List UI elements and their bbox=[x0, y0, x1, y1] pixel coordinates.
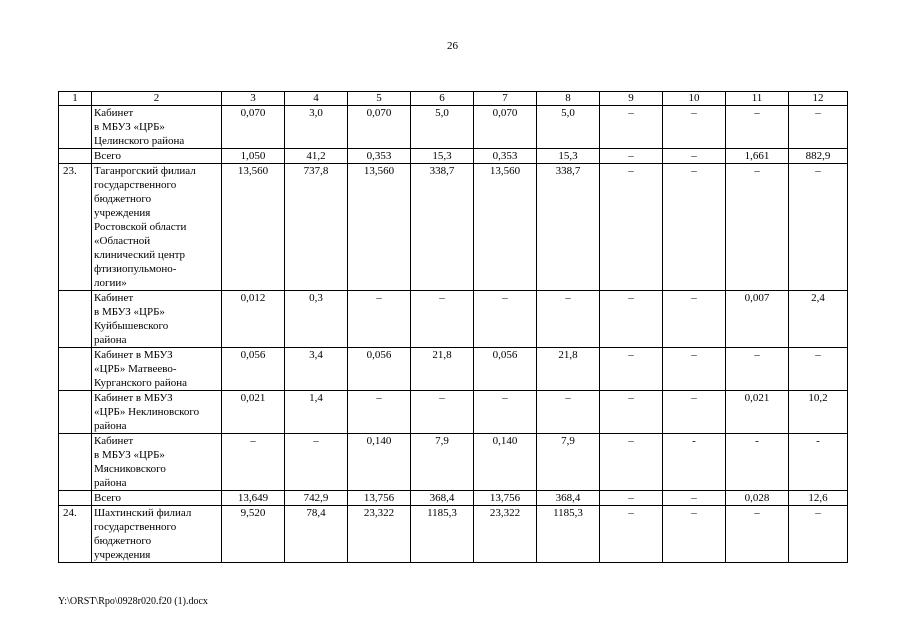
value-cell: – bbox=[663, 391, 726, 434]
table-row bbox=[59, 149, 848, 164]
header-cell: 3 bbox=[222, 92, 285, 106]
value-cell: 5,0 bbox=[537, 106, 600, 149]
name-line: «ЦРБ» Матвеево- bbox=[94, 363, 177, 375]
value-cell: 0,021 bbox=[222, 391, 285, 434]
value-cell: – bbox=[600, 149, 663, 164]
value-cell: 12,6 bbox=[789, 491, 848, 506]
name-line: Кабинет в МБУЗ bbox=[94, 349, 173, 361]
value-cell: – bbox=[348, 391, 411, 434]
value-cell: 0,012 bbox=[222, 291, 285, 348]
institution-name-cell bbox=[92, 291, 222, 348]
value-cell: 21,8 bbox=[537, 348, 600, 391]
page-number: 26 bbox=[447, 40, 458, 52]
value-cell: 1185,3 bbox=[537, 506, 600, 563]
value-cell: 23,322 bbox=[348, 506, 411, 563]
value-cell: 5,0 bbox=[411, 106, 474, 149]
value-cell: 13,756 bbox=[348, 491, 411, 506]
table-row bbox=[59, 291, 848, 348]
value-cell: – bbox=[222, 434, 285, 491]
value-cell: 1,050 bbox=[222, 149, 285, 164]
table-header bbox=[59, 92, 848, 106]
value-cell: 882,9 bbox=[789, 149, 848, 164]
header-row bbox=[59, 92, 848, 106]
institution-name-cell bbox=[92, 348, 222, 391]
value-cell: 0,028 bbox=[726, 491, 789, 506]
name-line: Шахтинский филиал bbox=[94, 507, 192, 519]
value-cell: 15,3 bbox=[537, 149, 600, 164]
row-number-cell bbox=[59, 291, 92, 348]
value-cell: - bbox=[663, 434, 726, 491]
value-cell: 7,9 bbox=[411, 434, 474, 491]
value-cell: 7,9 bbox=[537, 434, 600, 491]
table-row bbox=[59, 506, 848, 563]
value-cell: – bbox=[789, 164, 848, 291]
value-cell: – bbox=[663, 506, 726, 563]
name-line: Ростовской области bbox=[94, 221, 187, 233]
table-row bbox=[59, 164, 848, 291]
name-line: Целинского района bbox=[94, 135, 185, 147]
value-cell: - bbox=[726, 434, 789, 491]
value-cell: – bbox=[537, 391, 600, 434]
value-cell: 0,070 bbox=[222, 106, 285, 149]
name-line: «Областной bbox=[94, 235, 151, 247]
row-number-cell bbox=[59, 491, 92, 506]
name-line: Кабинет в МБУЗ bbox=[94, 392, 173, 404]
name-line: в МБУЗ «ЦРБ» bbox=[94, 449, 165, 461]
value-cell: – bbox=[600, 506, 663, 563]
value-cell: – bbox=[348, 291, 411, 348]
value-cell: 21,8 bbox=[411, 348, 474, 391]
institution-name-cell bbox=[92, 149, 222, 164]
value-cell: – bbox=[726, 164, 789, 291]
value-cell: – bbox=[411, 391, 474, 434]
name-line: Таганрогский филиал bbox=[94, 165, 196, 177]
value-cell: 9,520 bbox=[222, 506, 285, 563]
name-line: бюджетного bbox=[94, 535, 152, 547]
name-line: Кабинет bbox=[94, 107, 134, 119]
header-cell: 11 bbox=[726, 92, 789, 106]
value-cell: 0,140 bbox=[348, 434, 411, 491]
name-line: района bbox=[94, 477, 127, 489]
value-cell: 0,056 bbox=[348, 348, 411, 391]
value-cell: – bbox=[663, 149, 726, 164]
value-cell: – bbox=[600, 348, 663, 391]
name-line: в МБУЗ «ЦРБ» bbox=[94, 306, 165, 318]
value-cell: – bbox=[285, 434, 348, 491]
name-line: государственного bbox=[94, 179, 177, 191]
value-cell: – bbox=[537, 291, 600, 348]
value-cell: 2,4 bbox=[789, 291, 848, 348]
name-line: учреждения bbox=[94, 207, 151, 219]
value-cell: – bbox=[600, 491, 663, 506]
value-cell: 0,353 bbox=[474, 149, 537, 164]
value-cell: – bbox=[600, 391, 663, 434]
table-row bbox=[59, 434, 848, 491]
name-line: учреждения bbox=[94, 549, 151, 561]
value-cell: – bbox=[726, 348, 789, 391]
value-cell: – bbox=[789, 106, 848, 149]
institution-name-cell bbox=[92, 164, 222, 291]
value-cell: 742,9 bbox=[285, 491, 348, 506]
value-cell: – bbox=[600, 434, 663, 491]
value-cell: – bbox=[789, 348, 848, 391]
value-cell: 13,560 bbox=[222, 164, 285, 291]
name-line: клинический центр bbox=[94, 249, 186, 261]
value-cell: - bbox=[789, 434, 848, 491]
header-cell: 9 bbox=[600, 92, 663, 106]
value-cell: – bbox=[789, 506, 848, 563]
name-line: Кабинет bbox=[94, 292, 134, 304]
value-cell: 0,070 bbox=[348, 106, 411, 149]
name-line: государственного bbox=[94, 521, 177, 533]
name-line: Курганского района bbox=[94, 377, 187, 389]
name-line: «ЦРБ» Неклиновского bbox=[94, 406, 200, 418]
name-line: фтизиопульмоно- bbox=[94, 263, 177, 275]
institution-name-cell bbox=[92, 491, 222, 506]
value-cell: 23,322 bbox=[474, 506, 537, 563]
name-line: бюджетного bbox=[94, 193, 152, 205]
row-number-cell bbox=[59, 434, 92, 491]
header-cell: 7 bbox=[474, 92, 537, 106]
value-cell: – bbox=[663, 491, 726, 506]
value-cell: – bbox=[663, 291, 726, 348]
value-cell: 0,140 bbox=[474, 434, 537, 491]
row-number-cell bbox=[59, 391, 92, 434]
value-cell: 0,070 bbox=[474, 106, 537, 149]
value-cell: 0,3 bbox=[285, 291, 348, 348]
value-cell: 0,056 bbox=[222, 348, 285, 391]
value-cell: 737,8 bbox=[285, 164, 348, 291]
value-cell: 13,756 bbox=[474, 491, 537, 506]
value-cell: – bbox=[600, 106, 663, 149]
institution-name-cell bbox=[92, 391, 222, 434]
row-number-cell bbox=[59, 149, 92, 164]
institution-name-cell bbox=[92, 506, 222, 563]
value-cell: – bbox=[600, 164, 663, 291]
header-cell: 2 bbox=[92, 92, 222, 106]
value-cell: 41,2 bbox=[285, 149, 348, 164]
data-table bbox=[58, 91, 848, 563]
name-line: Мясниковского bbox=[94, 463, 166, 475]
value-cell: – bbox=[411, 291, 474, 348]
header-cell: 1 bbox=[59, 92, 92, 106]
value-cell: 3,0 bbox=[285, 106, 348, 149]
value-cell: – bbox=[663, 106, 726, 149]
value-cell: – bbox=[726, 106, 789, 149]
row-number-cell bbox=[59, 348, 92, 391]
header-cell: 12 bbox=[789, 92, 848, 106]
name-line: района bbox=[94, 420, 127, 432]
value-cell: 10,2 bbox=[789, 391, 848, 434]
name-line: логии» bbox=[94, 277, 127, 289]
value-cell: 1,4 bbox=[285, 391, 348, 434]
header-cell: 4 bbox=[285, 92, 348, 106]
row-number-cell: 23. bbox=[59, 164, 92, 291]
value-cell: 1,661 bbox=[726, 149, 789, 164]
value-cell: 338,7 bbox=[537, 164, 600, 291]
file-path-footer: Y:\ORST\Rpo\0928r020.f20 (1).docx bbox=[58, 596, 208, 607]
value-cell: 338,7 bbox=[411, 164, 474, 291]
table-body bbox=[59, 106, 848, 563]
value-cell: – bbox=[663, 348, 726, 391]
value-cell: 13,649 bbox=[222, 491, 285, 506]
name-line: района bbox=[94, 334, 127, 346]
header-cell: 5 bbox=[348, 92, 411, 106]
value-cell: – bbox=[474, 291, 537, 348]
institution-name-cell bbox=[92, 434, 222, 491]
value-cell: 0,353 bbox=[348, 149, 411, 164]
value-cell: 0,007 bbox=[726, 291, 789, 348]
value-cell: 0,021 bbox=[726, 391, 789, 434]
value-cell: 368,4 bbox=[537, 491, 600, 506]
value-cell: 13,560 bbox=[474, 164, 537, 291]
row-number-cell bbox=[59, 106, 92, 149]
value-cell: 1185,3 bbox=[411, 506, 474, 563]
header-cell: 10 bbox=[663, 92, 726, 106]
table-row bbox=[59, 106, 848, 149]
name-line: в МБУЗ «ЦРБ» bbox=[94, 121, 165, 133]
value-cell: 13,560 bbox=[348, 164, 411, 291]
value-cell: 368,4 bbox=[411, 491, 474, 506]
name-line: Всего bbox=[94, 150, 121, 162]
value-cell: 0,056 bbox=[474, 348, 537, 391]
row-number-cell: 24. bbox=[59, 506, 92, 563]
value-cell: 78,4 bbox=[285, 506, 348, 563]
header-cell: 6 bbox=[411, 92, 474, 106]
value-cell: – bbox=[663, 164, 726, 291]
value-cell: – bbox=[474, 391, 537, 434]
name-line: Всего bbox=[94, 492, 121, 504]
name-line: Кабинет bbox=[94, 435, 134, 447]
table-row bbox=[59, 491, 848, 506]
value-cell: 15,3 bbox=[411, 149, 474, 164]
header-cell: 8 bbox=[537, 92, 600, 106]
table-row bbox=[59, 391, 848, 434]
name-line: Куйбышевского bbox=[94, 320, 169, 332]
value-cell: – bbox=[726, 506, 789, 563]
table-row bbox=[59, 348, 848, 391]
value-cell: 3,4 bbox=[285, 348, 348, 391]
institution-name-cell bbox=[92, 106, 222, 149]
value-cell: – bbox=[600, 291, 663, 348]
